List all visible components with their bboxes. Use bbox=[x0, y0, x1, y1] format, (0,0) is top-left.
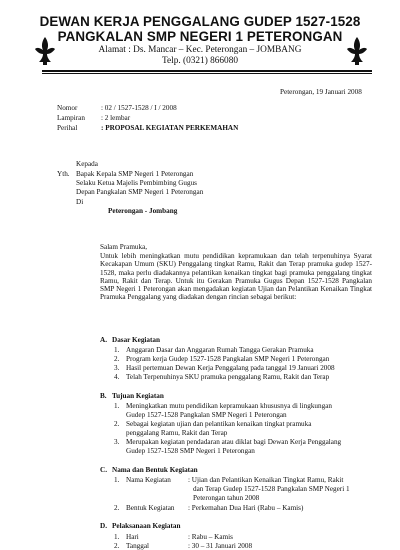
list-number: 2. bbox=[114, 504, 120, 512]
section-a-letter: A. bbox=[100, 336, 107, 344]
section-b-item-line: Gudep 1527-1528 Pangkalan SMP Negeri 1 Peterongan bbox=[126, 411, 287, 419]
letterhead-rule-thick bbox=[42, 70, 372, 72]
meta-value-nomor: : 02 / 1527-1528 / I / 2008 bbox=[101, 104, 177, 112]
recipient-di: Di bbox=[76, 198, 84, 206]
list-number: 1. bbox=[114, 402, 120, 410]
section-c-value: : Perkemahan Dua Hari (Rabu – Kamis) bbox=[188, 504, 304, 512]
section-d-value: : 30 – 31 Januari 2008 bbox=[188, 542, 253, 550]
list-number: 2. bbox=[114, 420, 120, 428]
section-b-letter: B. bbox=[100, 392, 107, 400]
section-d-label: Hari bbox=[126, 533, 139, 541]
section-a-item: Hasil pertemuan Dewan Kerja Penggalang pada tanggal 19 Januari 2008 bbox=[126, 364, 335, 372]
meta-label-perihal: Perihal bbox=[57, 124, 78, 132]
section-b-item-line: Meningkatkan mutu pendidikan kepramukaan khususnya di lingkungan bbox=[126, 402, 333, 410]
recipient-line3: Depan Pangkalan SMP Negeri 1 Peterongan bbox=[76, 188, 204, 196]
list-number: 1. bbox=[114, 533, 120, 541]
list-number: 4. bbox=[114, 373, 120, 381]
section-a-item: Anggaran Dasar dan Anggaran Rumah Tangga Gerakan Pramuka bbox=[126, 346, 314, 354]
letterhead-rule-thin bbox=[42, 73, 372, 74]
scout-emblem-icon bbox=[346, 36, 368, 66]
recipient-yth: Yth. bbox=[57, 170, 70, 178]
scout-emblem-icon bbox=[34, 36, 56, 66]
list-number: 2. bbox=[114, 542, 120, 550]
section-b-item-line: penggalang Ramu, Rakit dan Terap bbox=[126, 429, 228, 437]
section-c-value: Peterongan tahun 2008 bbox=[193, 494, 260, 502]
section-d-letter: D. bbox=[100, 522, 107, 530]
recipient-line1: Bapak Kepala SMP Negeri 1 Peterongan bbox=[76, 170, 194, 178]
list-number: 1. bbox=[114, 476, 120, 484]
section-a-item: Program kerja Gudep 1527-1528 Pangkalan SMP Negeri 1 Peterongan bbox=[126, 355, 330, 363]
org-name-line2: PANGKALAN SMP NEGERI 1 PETERONGAN bbox=[57, 29, 343, 44]
section-d-label: Tanggal bbox=[126, 542, 150, 550]
meta-label-lampiran: Lampiran bbox=[57, 114, 85, 122]
section-a-title: Dasar Kegiatan bbox=[112, 336, 160, 344]
section-a-item: Telah Terpenuhinya SKU pramuka penggalang Ramu, Rakit dan Terap bbox=[126, 373, 330, 381]
list-number: 3. bbox=[114, 438, 120, 446]
list-number: 3. bbox=[114, 364, 120, 372]
recipient-kepada: Kepada bbox=[76, 160, 98, 168]
section-c-label: Bentuk Kegiatan bbox=[126, 504, 175, 512]
meta-value-lampiran: : 2 lembar bbox=[101, 114, 131, 122]
list-number: 1. bbox=[114, 346, 120, 354]
intro-paragraph: Untuk lebih meningkatkan mutu pendidikan kepramukaan dan telah terpenuhinya Syarat Kecakapan Umum (SKU) Penggalang tingkat Ramu, Rakit dan Terap pramuka gudep 1527-1528, maka perlu diadakannya pelantikan kenaikan tingkat bagi pramuka penggalang tingkat Ramu, Rakit dan Terap. Untuk itu Gerakan Pramuka Gugus Depan 1527-1528 Pangkalan SMP Negeri 1 Peterongan akan mengadakan kegiatan Ujian dan Pelantikan Kenaikan Tingkat Pramuka Penggalang yang diadakan dengan rincian sebagai berikut: bbox=[100, 252, 372, 302]
section-b-item-line: Merupakan kegiatan pendadaran atau diklat bagi Dewan Kerja Penggalang bbox=[126, 438, 342, 446]
letter-date: Peterongan, 19 Januari 2008 bbox=[280, 88, 362, 96]
org-address: Alamat : Ds. Mancar – Kec. Peterongan – JOMBANG bbox=[98, 45, 302, 55]
section-c-value: dan Terap Gudep 1527-1528 Pangkalan SMP Negeri 1 bbox=[193, 485, 350, 493]
list-number: 2. bbox=[114, 355, 120, 363]
section-b-item-line: Gudep 1527-1528 SMP Negeri 1 Peterongan bbox=[126, 447, 255, 455]
section-d-value: : Rabu – Kamis bbox=[188, 533, 233, 541]
recipient-place: Peterongan - Jombang bbox=[108, 207, 178, 215]
section-c-title: Nama dan Bentuk Kegiatan bbox=[112, 466, 198, 474]
recipient-line2: Selaku Ketua Majelis Pembimbing Gugus bbox=[76, 179, 197, 187]
meta-label-nomor: Nomor bbox=[57, 104, 78, 112]
section-d-title: Pelaksanaan Kegiatan bbox=[112, 522, 181, 530]
section-c-value: : Ujian dan Pelantikan Kenaikan Tingkat Ramu, Rakit bbox=[188, 476, 344, 484]
section-b-title: Tujuan Kegiatan bbox=[112, 392, 164, 400]
section-b-item-line: Sebagai kegiatan ujian dan pelantikan kenaikan tingkat pramuka bbox=[126, 420, 312, 428]
org-phone: Telp. (0321) 866080 bbox=[161, 56, 239, 66]
greeting: Salam Pramuka, bbox=[100, 243, 148, 251]
section-c-letter: C. bbox=[100, 466, 107, 474]
meta-value-perihal: : PROPOSAL KEGIATAN PERKEMAHAN bbox=[101, 124, 239, 132]
section-c-label: Nama Kegiatan bbox=[126, 476, 171, 484]
org-name-line1: DEWAN KERJA PENGGALANG GUDEP 1527-1528 bbox=[39, 14, 361, 29]
